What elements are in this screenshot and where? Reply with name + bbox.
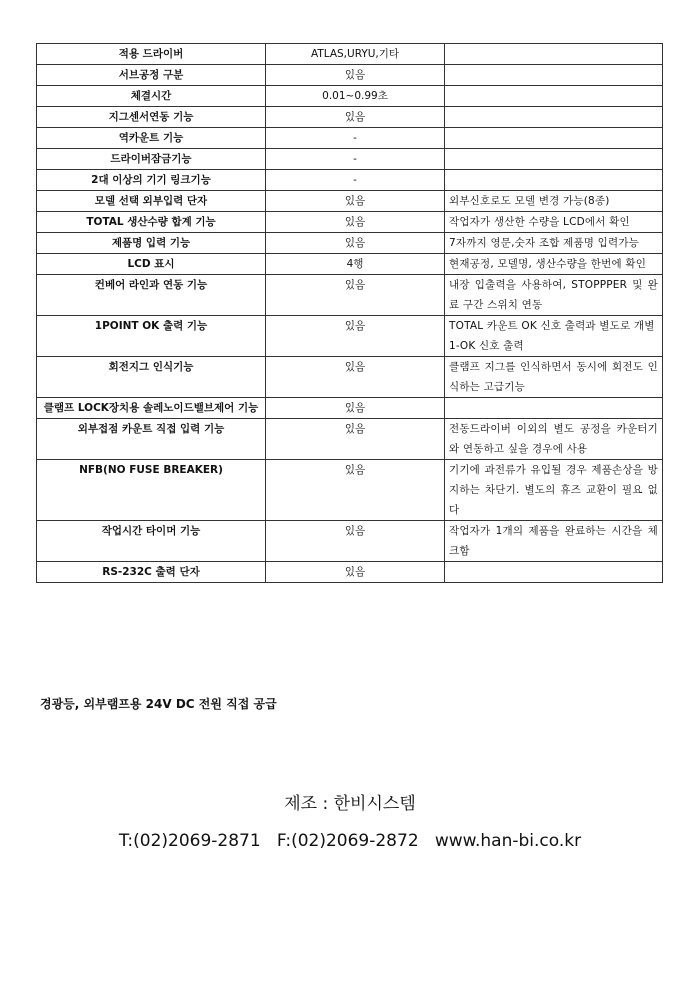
table-row <box>37 357 663 398</box>
table-row <box>37 212 663 233</box>
feature-cell: 제품명 입력 기능 <box>37 233 266 254</box>
value-cell: 있음 <box>266 521 445 562</box>
table-row <box>37 65 663 86</box>
note-cell <box>445 44 663 65</box>
spec-table <box>36 43 663 583</box>
table-row <box>37 44 663 65</box>
note-cell: 기기에 과전류가 유입될 경우 제품손상을 방지하는 차단기. 별도의 휴즈 교환이 필요 없다 <box>445 460 663 521</box>
value-cell: 있음 <box>266 460 445 521</box>
value-cell: - <box>266 149 445 170</box>
note-cell: 작업자가 생산한 수량을 LCD에서 확인 <box>445 212 663 233</box>
note-cell: 7자까지 영문,숫자 조합 제품명 입력가능 <box>445 233 663 254</box>
table-row <box>37 419 663 460</box>
feature-cell: 역카운트 기능 <box>37 128 266 149</box>
value-cell: 있음 <box>266 398 445 419</box>
feature-cell: 클램프 LOCK장치용 솔레노이드밸브제어 기능 <box>37 398 266 419</box>
note-cell <box>445 65 663 86</box>
value-cell: 있음 <box>266 233 445 254</box>
feature-cell: 적용 드라이버 <box>37 44 266 65</box>
value-cell: 있음 <box>266 191 445 212</box>
feature-cell: 1POINT OK 출력 기능 <box>37 316 266 357</box>
table-row <box>37 128 663 149</box>
feature-cell: 지그센서연동 기능 <box>37 107 266 128</box>
table-row <box>37 275 663 316</box>
table-row <box>37 562 663 583</box>
table-row <box>37 191 663 212</box>
note-cell: 외부신호로도 모델 변경 가능(8종) <box>445 191 663 212</box>
value-cell: 있음 <box>266 275 445 316</box>
feature-cell: 서브공정 구분 <box>37 65 266 86</box>
table-row <box>37 86 663 107</box>
power-supply-note: 경광등, 외부램프용 24V DC 전원 직접 공급 <box>40 697 277 711</box>
value-cell: 있음 <box>266 316 445 357</box>
feature-cell: 작업시간 타이머 기능 <box>37 521 266 562</box>
note-cell <box>445 170 663 191</box>
note-cell: 클램프 지그를 인식하면서 동시에 회전도 인식하는 고급기능 <box>445 357 663 398</box>
feature-cell: 컨베어 라인과 연동 기능 <box>37 275 266 316</box>
contact-line: T:(02)2069-2871 F:(02)2069-2872 www.han-bi.co.kr <box>118 831 582 851</box>
value-cell: 있음 <box>266 212 445 233</box>
note-cell: 현재공정, 모델명, 생산수량을 한번에 확인 <box>445 254 663 275</box>
feature-cell: 외부접점 카운트 직접 입력 기능 <box>37 419 266 460</box>
value-cell: 있음 <box>266 65 445 86</box>
value-cell: - <box>266 128 445 149</box>
feature-cell: 회전지그 인식기능 <box>37 357 266 398</box>
note-cell <box>445 149 663 170</box>
table-row <box>37 233 663 254</box>
table-row <box>37 398 663 419</box>
value-cell: ATLAS,URYU,기타 <box>266 44 445 65</box>
feature-cell: 모델 선택 외부입력 단자 <box>37 191 266 212</box>
value-cell: 있음 <box>266 357 445 398</box>
value-cell: 0.01~0.99초 <box>266 86 445 107</box>
spec-table-body <box>37 44 663 583</box>
table-row <box>37 170 663 191</box>
value-cell: 있음 <box>266 419 445 460</box>
table-row <box>37 521 663 562</box>
feature-cell: TOTAL 생산수량 합계 기능 <box>37 212 266 233</box>
feature-cell: NFB(NO FUSE BREAKER) <box>37 460 266 521</box>
note-cell: 내장 입출력을 사용하여, STOPPPER 및 완료 구간 스위치 연동 <box>445 275 663 316</box>
feature-cell: LCD 표시 <box>37 254 266 275</box>
feature-cell: 체결시간 <box>37 86 266 107</box>
value-cell: 4행 <box>266 254 445 275</box>
note-cell: 전동드라이버 이외의 별도 공정을 카운터기와 연동하고 싶을 경우에 사용 <box>445 419 663 460</box>
value-cell: 있음 <box>266 107 445 128</box>
note-cell: TOTAL 카운트 OK 신호 출력과 별도로 개별 1-OK 신호 출력 <box>445 316 663 357</box>
feature-cell: RS-232C 출력 단자 <box>37 562 266 583</box>
table-row <box>37 316 663 357</box>
note-cell <box>445 128 663 149</box>
note-cell <box>445 562 663 583</box>
table-row <box>37 107 663 128</box>
note-cell <box>445 107 663 128</box>
feature-cell: 드라이버잠금기능 <box>37 149 266 170</box>
value-cell: - <box>266 170 445 191</box>
note-cell <box>445 86 663 107</box>
table-row <box>37 149 663 170</box>
value-cell: 있음 <box>266 562 445 583</box>
note-cell: 작업자가 1개의 제품을 완료하는 시간을 체크함 <box>445 521 663 562</box>
feature-cell: 2대 이상의 기기 링크기능 <box>37 170 266 191</box>
manufacturer-line: 제조 : 한비시스템 <box>284 794 416 814</box>
table-row <box>37 460 663 521</box>
note-cell <box>445 398 663 419</box>
table-row <box>37 254 663 275</box>
